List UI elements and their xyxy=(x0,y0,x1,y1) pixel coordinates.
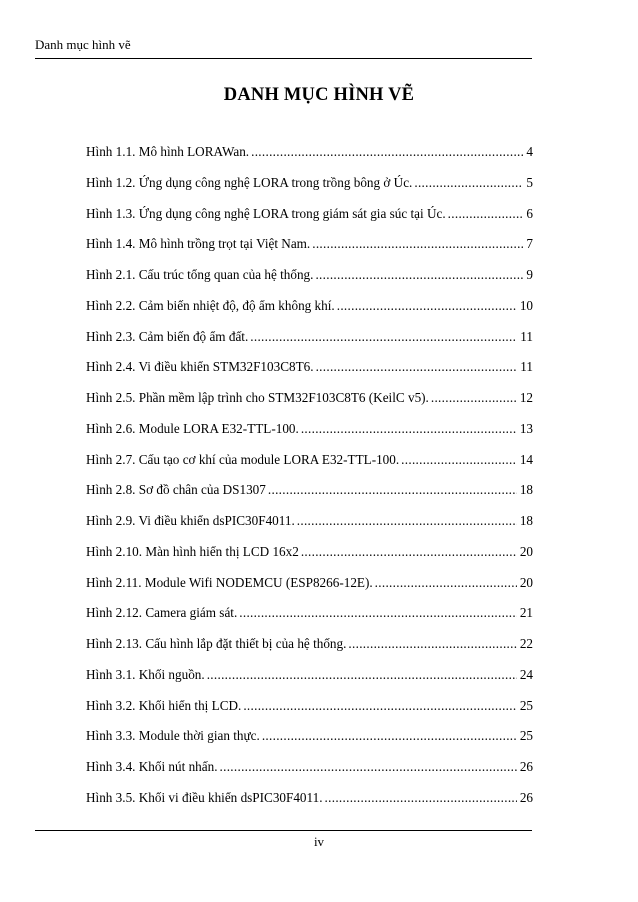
dot-leader xyxy=(337,298,517,314)
figure-entry-page: 5 xyxy=(526,174,533,190)
figure-entry-label: Hình 2.11. Module Wifi NODEMCU (ESP8266-12E). xyxy=(86,574,373,590)
figure-entry-page: 12 xyxy=(519,390,533,405)
figure-entry-label: Hình 3.3. Module thời gian thực. xyxy=(86,728,260,744)
dot-leader xyxy=(239,605,517,621)
dot-leader xyxy=(268,482,517,498)
figure-entry-label: Hình 2.8. Sơ đồ chân của DS1307 xyxy=(86,482,266,498)
dot-leader xyxy=(251,144,523,160)
figure-entry-page: 4 xyxy=(526,144,533,159)
figure-entry-label: Hình 2.9. Vi điều khiển dsPIC30F4011. xyxy=(86,513,295,528)
header-divider xyxy=(35,58,532,59)
figure-entry-page: 25 xyxy=(519,697,533,713)
dot-leader xyxy=(301,421,517,437)
figure-entry-label: Hình 3.2. Khối hiển thị LCD. xyxy=(86,697,242,713)
dot-leader xyxy=(243,698,516,714)
figure-entry[interactable] xyxy=(86,390,533,421)
figure-entry[interactable] xyxy=(86,698,533,729)
dot-leader xyxy=(414,175,523,191)
figure-entry-page: 10 xyxy=(519,297,533,313)
figure-entry[interactable] xyxy=(86,359,533,390)
figure-entry-label: Hình 3.1. Khối nguồn. xyxy=(86,666,205,682)
dot-leader xyxy=(312,236,523,252)
figure-entry[interactable] xyxy=(86,759,533,790)
dot-leader xyxy=(250,329,517,345)
dot-leader xyxy=(301,544,517,560)
figure-entry[interactable] xyxy=(86,206,533,237)
figure-entry[interactable] xyxy=(86,298,533,329)
figure-entry-page: 20 xyxy=(519,543,533,559)
dot-leader xyxy=(431,390,517,406)
figure-entry-page: 11 xyxy=(520,328,533,344)
figure-entry-page: 26 xyxy=(519,789,533,805)
figure-entry-label: Hình 2.3. Cảm biến độ ẩm đất. xyxy=(86,328,249,344)
figure-entry-label: Hình 1.2. Ứng dụng công nghệ LORA trong trồng bông ở Úc. xyxy=(86,174,413,190)
dot-leader xyxy=(207,667,517,683)
figure-entry-page: 20 xyxy=(519,574,533,590)
figure-entry[interactable] xyxy=(86,728,533,759)
figure-entry-page: 26 xyxy=(519,759,533,774)
figure-entry-label: Hình 2.12. Camera giám sát. xyxy=(86,605,238,621)
figure-entry-label: Hình 2.1. Cấu trúc tổng quan của hệ thống. xyxy=(86,267,314,282)
figure-entry-label: Hình 2.5. Phần mềm lập trình cho STM32F103C8T6 (KeilC v5). xyxy=(86,390,429,405)
figure-entry-label: Hình 2.4. Vi điều khiển STM32F103C8T6. xyxy=(86,359,314,375)
figure-entry-label: Hình 3.5. Khối vi điều khiển dsPIC30F4011. xyxy=(86,789,323,805)
figure-entry[interactable] xyxy=(86,513,533,544)
running-header: Danh mục hình vẽ xyxy=(35,37,131,52)
footer-divider xyxy=(35,830,532,831)
figure-entry[interactable] xyxy=(86,482,533,513)
page-title: DANH MỤC HÌNH VẼ xyxy=(223,85,415,105)
figure-entry-label: Hình 2.6. Module LORA E32-TTL-100. xyxy=(86,420,299,436)
figure-entry-label: Hình 1.3. Ứng dụng công nghệ LORA trong giám sát gia súc tại Úc. xyxy=(86,205,446,221)
dot-leader xyxy=(448,206,524,222)
figure-entry[interactable] xyxy=(86,605,533,636)
figure-entry-label: Hình 1.4. Mô hình trồng trọt tại Việt Nam. xyxy=(86,236,311,252)
dot-leader xyxy=(316,359,518,375)
figure-entry-page: 18 xyxy=(519,513,533,528)
figure-entry-label: Hình 2.10. Màn hình hiển thị LCD 16x2 xyxy=(86,543,299,559)
figure-entry[interactable] xyxy=(86,667,533,698)
figure-entry-page: 22 xyxy=(519,636,533,651)
figure-list xyxy=(86,144,533,821)
dot-leader xyxy=(297,513,517,529)
figure-entry[interactable] xyxy=(86,267,533,298)
figure-entry-label: Hình 1.1. Mô hình LORAWan. xyxy=(86,144,250,159)
figure-entry-page: 7 xyxy=(526,236,533,252)
figure-entry-page: 24 xyxy=(519,666,533,682)
figure-entry-page: 13 xyxy=(519,420,533,436)
figure-entry-label: Hình 2.13. Cấu hình lắp đặt thiết bị của hệ thống. xyxy=(86,636,347,651)
figure-entry[interactable] xyxy=(86,452,533,483)
page-number: iv xyxy=(313,834,325,849)
figure-entry[interactable] xyxy=(86,790,533,821)
figure-entry-page: 18 xyxy=(519,482,533,498)
figure-entry-page: 6 xyxy=(526,205,533,221)
dot-leader xyxy=(262,728,517,744)
figure-entry-page: 11 xyxy=(520,359,533,375)
figure-entry[interactable] xyxy=(86,575,533,606)
dot-leader xyxy=(315,267,523,283)
figure-entry-page: 25 xyxy=(519,728,533,744)
figure-entry[interactable] xyxy=(86,421,533,452)
figure-entry-page: 21 xyxy=(519,605,533,621)
figure-entry[interactable] xyxy=(86,175,533,206)
figure-entry[interactable] xyxy=(86,636,533,667)
figure-entry[interactable] xyxy=(86,544,533,575)
figure-entry-label: Hình 2.7. Cấu tạo cơ khí của module LORA E32-TTL-100. xyxy=(86,451,400,467)
dot-leader xyxy=(348,636,516,652)
figure-entry-label: Hình 2.2. Cảm biến nhiệt độ, độ ẩm không khí. xyxy=(86,297,335,313)
figure-entry[interactable] xyxy=(86,236,533,267)
figure-entry-page: 14 xyxy=(519,451,533,467)
dot-leader xyxy=(325,790,517,806)
figure-entry[interactable] xyxy=(86,144,533,175)
figure-entry[interactable] xyxy=(86,329,533,360)
figure-entry-label: Hình 3.4. Khối nút nhấn. xyxy=(86,759,218,774)
dot-leader xyxy=(401,452,517,468)
figure-entry-page: 9 xyxy=(526,267,533,282)
dot-leader xyxy=(375,575,517,591)
dot-leader xyxy=(220,759,517,775)
